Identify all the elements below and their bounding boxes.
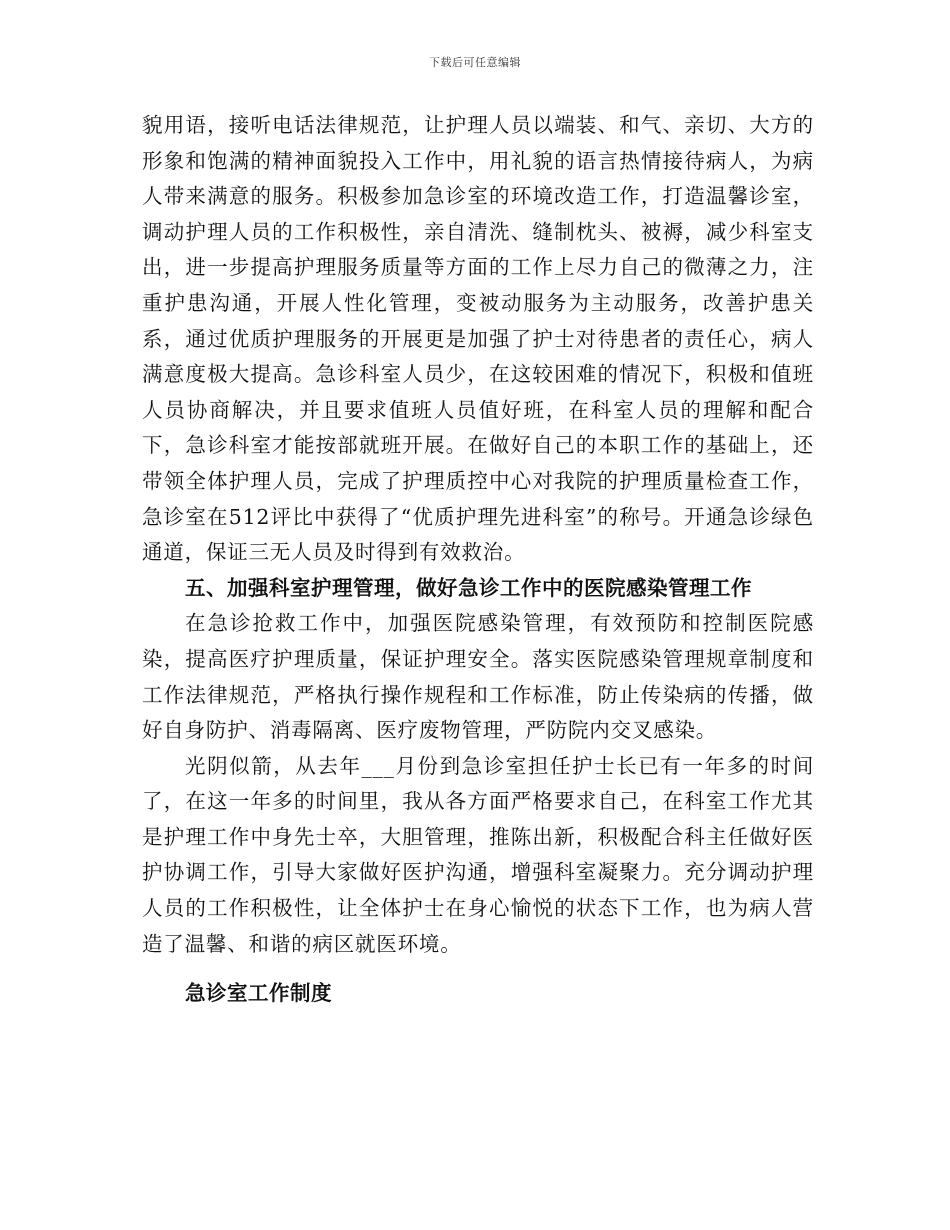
document-body [142, 108, 814, 1012]
section-heading-work-system: 急诊室工作制度 [185, 981, 332, 1006]
body-paragraph-2: 在急诊抢救工作中，加强医院感染管理，有效预防和控制医院感染，提高医疗护理质量，保证护理安全。落实医院感染管理规章制度和工作法律规范，严格执行操作规程和工作标准，防止传染病的传播，做好自身防护、消毒隔离、医疗废物管理，严防院内交叉感染。 [142, 611, 814, 743]
body-paragraph-1: 貌用语，接听电话法律规范，让护理人员以端装、和气、亲切、大方的形象和饱满的精神面貌投入工作中，用礼貌的语言热情接待病人，为病人带来满意的服务。积极参加急诊室的环境改造工作，打造温馨诊室，调动护理人员的工作积极性，亲自清洗、缝制枕头、被褥，减少科室支出，进一步提高护理服务质量等方面的工作上尽力自己的微薄之力，注重护患沟通，开展人性化管理，变被动服务为主动服务，改善护患关系，通过优质护理服务的开展更是加强了护士对待患者的责任心，病人满意度极大提高。急诊科室人员少，在这较困难的情况下，积极和值班人员协商解决，并且要求值班人员值好班，在科室人员的理解和配合下，急诊科室才能按部就班开展。在做好自己的本职工作的基础上，还带领全体护理人员，完成了护理质控中心对我院的护理质量检查工作，急诊室在512评比中获得了“优质护理先进科室”的称号。开通急诊绿色通道，保证三无人员及时得到有效救治。 [142, 113, 814, 565]
page-header: 下载后可任意编辑 [429, 56, 521, 69]
body-paragraph-3: 光阴似箭，从去年___月份到急诊室担任护士长已有一年多的时间了，在这一年多的时间里，我从各方面严格要求自己，在科室工作尤其是护理工作中身先士卒，大胆管理，推陈出新，积极配合科主任做好医护协调工作，引导大家做好医护沟通，增强科室凝聚力。充分调动护理人员的工作积极性，让全体护士在身心愉悦的状态下工作，也为病人营造了温馨、和谐的病区就医环境。 [142, 753, 814, 956]
section-heading-5: 五、加强科室护理管理，做好急诊工作中的医院感染管理工作 [185, 575, 752, 600]
